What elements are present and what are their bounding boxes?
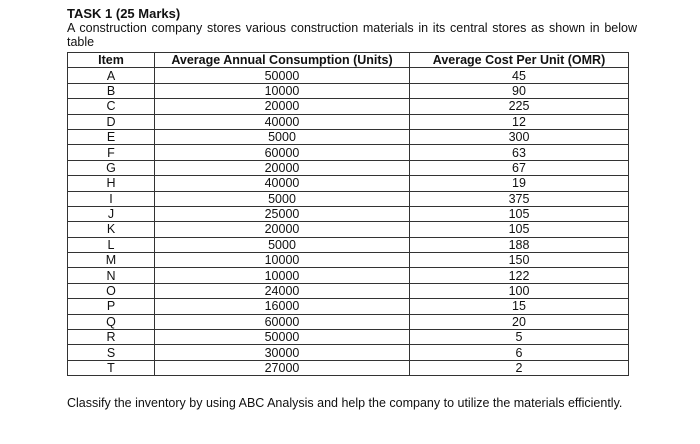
table-row	[68, 114, 629, 129]
cell-consumption: 10000	[155, 268, 410, 283]
cell-item: G	[68, 160, 155, 175]
cell-consumption: 20000	[155, 160, 410, 175]
cell-consumption: 5000	[155, 129, 410, 144]
cell-consumption: 60000	[155, 314, 410, 329]
task-intro: A construction company stores various construction materials in its central stores as shown in below table	[67, 21, 637, 49]
cell-consumption: 10000	[155, 83, 410, 98]
cell-cost: 105	[410, 206, 629, 221]
cell-item: I	[68, 191, 155, 206]
header-cost: Average Cost Per Unit (OMR)	[410, 53, 629, 68]
table-row	[68, 129, 629, 144]
table-row	[68, 283, 629, 298]
task-header	[67, 6, 637, 49]
cell-cost: 225	[410, 99, 629, 114]
cell-cost: 122	[410, 268, 629, 283]
header-item: Item	[68, 53, 155, 68]
cell-consumption: 30000	[155, 345, 410, 360]
table-row	[68, 160, 629, 175]
cell-item: C	[68, 99, 155, 114]
cell-cost: 2	[410, 360, 629, 375]
cell-item: Q	[68, 314, 155, 329]
cell-cost: 5	[410, 330, 629, 345]
table-row	[68, 145, 629, 160]
table-row	[68, 314, 629, 329]
task-instruction: Classify the inventory by using ABC Analysis and help the company to utilize the materials efficiently.	[67, 396, 623, 410]
table-row	[68, 345, 629, 360]
cell-item: O	[68, 283, 155, 298]
cell-consumption: 50000	[155, 330, 410, 345]
cell-cost: 300	[410, 129, 629, 144]
cell-consumption: 40000	[155, 114, 410, 129]
table-row	[68, 176, 629, 191]
table-row	[68, 83, 629, 98]
cell-consumption: 20000	[155, 222, 410, 237]
cell-cost: 90	[410, 83, 629, 98]
table-row	[68, 68, 629, 83]
cell-item: P	[68, 299, 155, 314]
cell-consumption: 50000	[155, 68, 410, 83]
cell-item: R	[68, 330, 155, 345]
cell-item: K	[68, 222, 155, 237]
cell-consumption: 40000	[155, 176, 410, 191]
table-row	[68, 268, 629, 283]
cell-consumption: 60000	[155, 145, 410, 160]
cell-cost: 15	[410, 299, 629, 314]
header-consumption: Average Annual Consumption (Units)	[155, 53, 410, 68]
cell-consumption: 24000	[155, 283, 410, 298]
cell-consumption: 10000	[155, 253, 410, 268]
table-row	[68, 360, 629, 375]
table-row	[68, 299, 629, 314]
cell-cost: 6	[410, 345, 629, 360]
cell-consumption: 5000	[155, 191, 410, 206]
cell-item: J	[68, 206, 155, 221]
cell-item: S	[68, 345, 155, 360]
table-row	[68, 191, 629, 206]
cell-cost: 150	[410, 253, 629, 268]
table-row	[68, 330, 629, 345]
cell-item: T	[68, 360, 155, 375]
cell-item: F	[68, 145, 155, 160]
cell-cost: 63	[410, 145, 629, 160]
cell-consumption: 25000	[155, 206, 410, 221]
cell-cost: 67	[410, 160, 629, 175]
cell-consumption: 16000	[155, 299, 410, 314]
cell-item: B	[68, 83, 155, 98]
cell-item: L	[68, 237, 155, 252]
cell-item: D	[68, 114, 155, 129]
cell-item: H	[68, 176, 155, 191]
cell-cost: 19	[410, 176, 629, 191]
table-row	[68, 206, 629, 221]
cell-item: E	[68, 129, 155, 144]
cell-cost: 12	[410, 114, 629, 129]
table-row	[68, 253, 629, 268]
task-title: TASK 1 (25 Marks)	[67, 6, 181, 21]
cell-cost: 100	[410, 283, 629, 298]
cell-cost: 20	[410, 314, 629, 329]
cell-consumption: 27000	[155, 360, 410, 375]
cell-consumption: 20000	[155, 99, 410, 114]
table-body	[68, 68, 629, 376]
cell-item: A	[68, 68, 155, 83]
cell-cost: 375	[410, 191, 629, 206]
cell-item: M	[68, 253, 155, 268]
cell-consumption: 5000	[155, 237, 410, 252]
cell-cost: 45	[410, 68, 629, 83]
inventory-table	[67, 52, 629, 376]
table-header-row	[68, 53, 629, 68]
table-row	[68, 222, 629, 237]
cell-cost: 105	[410, 222, 629, 237]
table-row	[68, 99, 629, 114]
cell-item: N	[68, 268, 155, 283]
cell-cost: 188	[410, 237, 629, 252]
table-row	[68, 237, 629, 252]
